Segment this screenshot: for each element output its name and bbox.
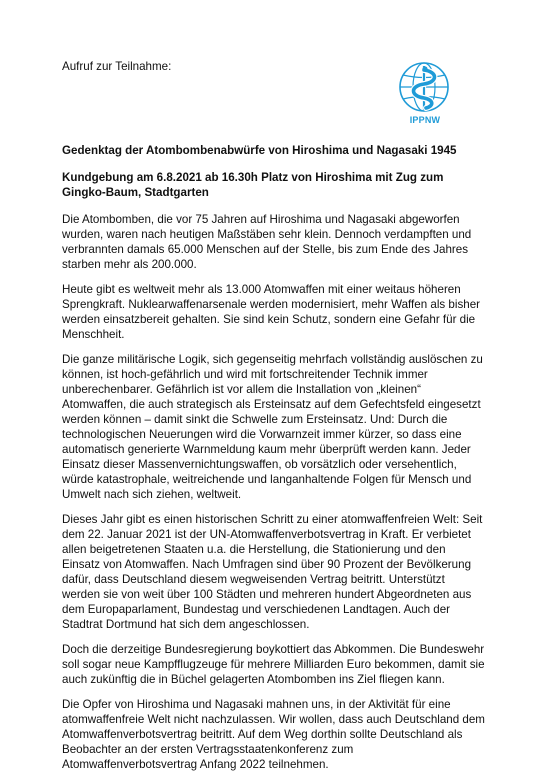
- document-body: [62, 143, 486, 782]
- document-title: Gedenktag der Atombombenabwürfe von Hiroshima und Nagasaki 1945: [62, 144, 457, 157]
- logo-wordmark: IPPNW: [409, 115, 441, 125]
- ippnw-logo-icon: [394, 60, 454, 114]
- call-to-participate: Aufruf zur Teilnahme:: [62, 60, 172, 73]
- paragraph: Dieses Jahr gibt es einen historischen Schritt zu einer atomwaffenfreien Welt: Seit dem 22. Januar 2021 ist der UN-Atomwaffenverbotsvertrag in Kraft. Er verbietet allen beigetretenen Staaten u.a. die Herstellung, die Stationierung und den Einsatz von Atomwaffen. Nach Umfragen sind über 90 Prozent der Bevölkerung dafür, dass Deutschland diesem wegweisenden Vertrag beitritt. Unterstützt werden sie von weit über 100 Städten und mehreren hundert Abgeordneten aus dem Europaparlament, Bundestag und verschiedenen Landtagen. Auch der Stadtrat Dortmund hat sich dem angeschlossen.: [62, 513, 483, 631]
- paragraph: Die ganze militärische Logik, sich gegenseitig mehrfach vollständig auslöschen zu können, ist hoch-gefährlich und wird mit fortschreitender Technik immer unberechenbarer. Gefährlich ist vor allem die Installation von „kleinen“ Atomwaffen, die auch strategisch als Ersteinsatz auf dem Gefechtsfeld eingesetzt werden können – damit sinkt die Schwelle zum Ersteinsatz. Und: Durch die technologischen Neuerungen wird die Vorwarnzeit immer kürzer, so dass eine automatisch generierte Warnmeldung kaum mehr überprüft werden kann. Jeder Einsatz dieser Massenvernichtungswaffen, ob vorsätzlich oder versehentlich, würde katastrophale, weitreichende und langanhaltende Folgen für Mensch und Umwelt nach sich ziehen, weltweit.: [62, 353, 483, 501]
- paragraph: Die Opfer von Hiroshima und Nagasaki mahnen uns, in der Aktivität für eine atomwaffenfreie Welt nicht nachzulassen. Wir wollen, dass auch Deutschland dem Atomwaffenverbotsvertrag beitritt. Auf dem Weg dorthin sollte Deutschland als Beobachter an der ersten Vertragsstaatenkonferenz zum Atomwaffenverbotsvertrag Anfang 2022 teilnehmen.: [62, 698, 485, 771]
- paragraph: Doch die derzeitige Bundesregierung boykottiert das Abkommen. Die Bundeswehr soll sogar neue Kampfflugzeuge für mehrere Milliarden Euro bekommen, damit sie auch zukünftig die in Büchel gelagerten Atombomben ins Ziel fliegen kann.: [62, 643, 485, 686]
- event-details: Kundgebung am 6.8.2021 ab 16.30h Platz von Hiroshima mit Zug zum Gingko-Baum, Stadtgarten: [62, 171, 444, 199]
- paragraph: Heute gibt es weltweit mehr als 13.000 Atomwaffen mit einer weitaus höheren Sprengkraft. Nuklearwaffenarsenale werden modernisiert, mehr Waffen als bisher werden einsatzbereit gehalten. Sie sind kein Schutz, sondern eine Gefahr für die Menschheit.: [62, 283, 481, 341]
- paragraph: Die Atombomben, die vor 75 Jahren auf Hiroshima und Nagasaki abgeworfen wurden, waren nach heutigen Maßstäben sehr klein. Dennoch verdampften und verbrannten damals 65.000 Menschen auf der Stelle, bis zum Ende des Jahres starben mehr als 200.000.: [62, 213, 472, 271]
